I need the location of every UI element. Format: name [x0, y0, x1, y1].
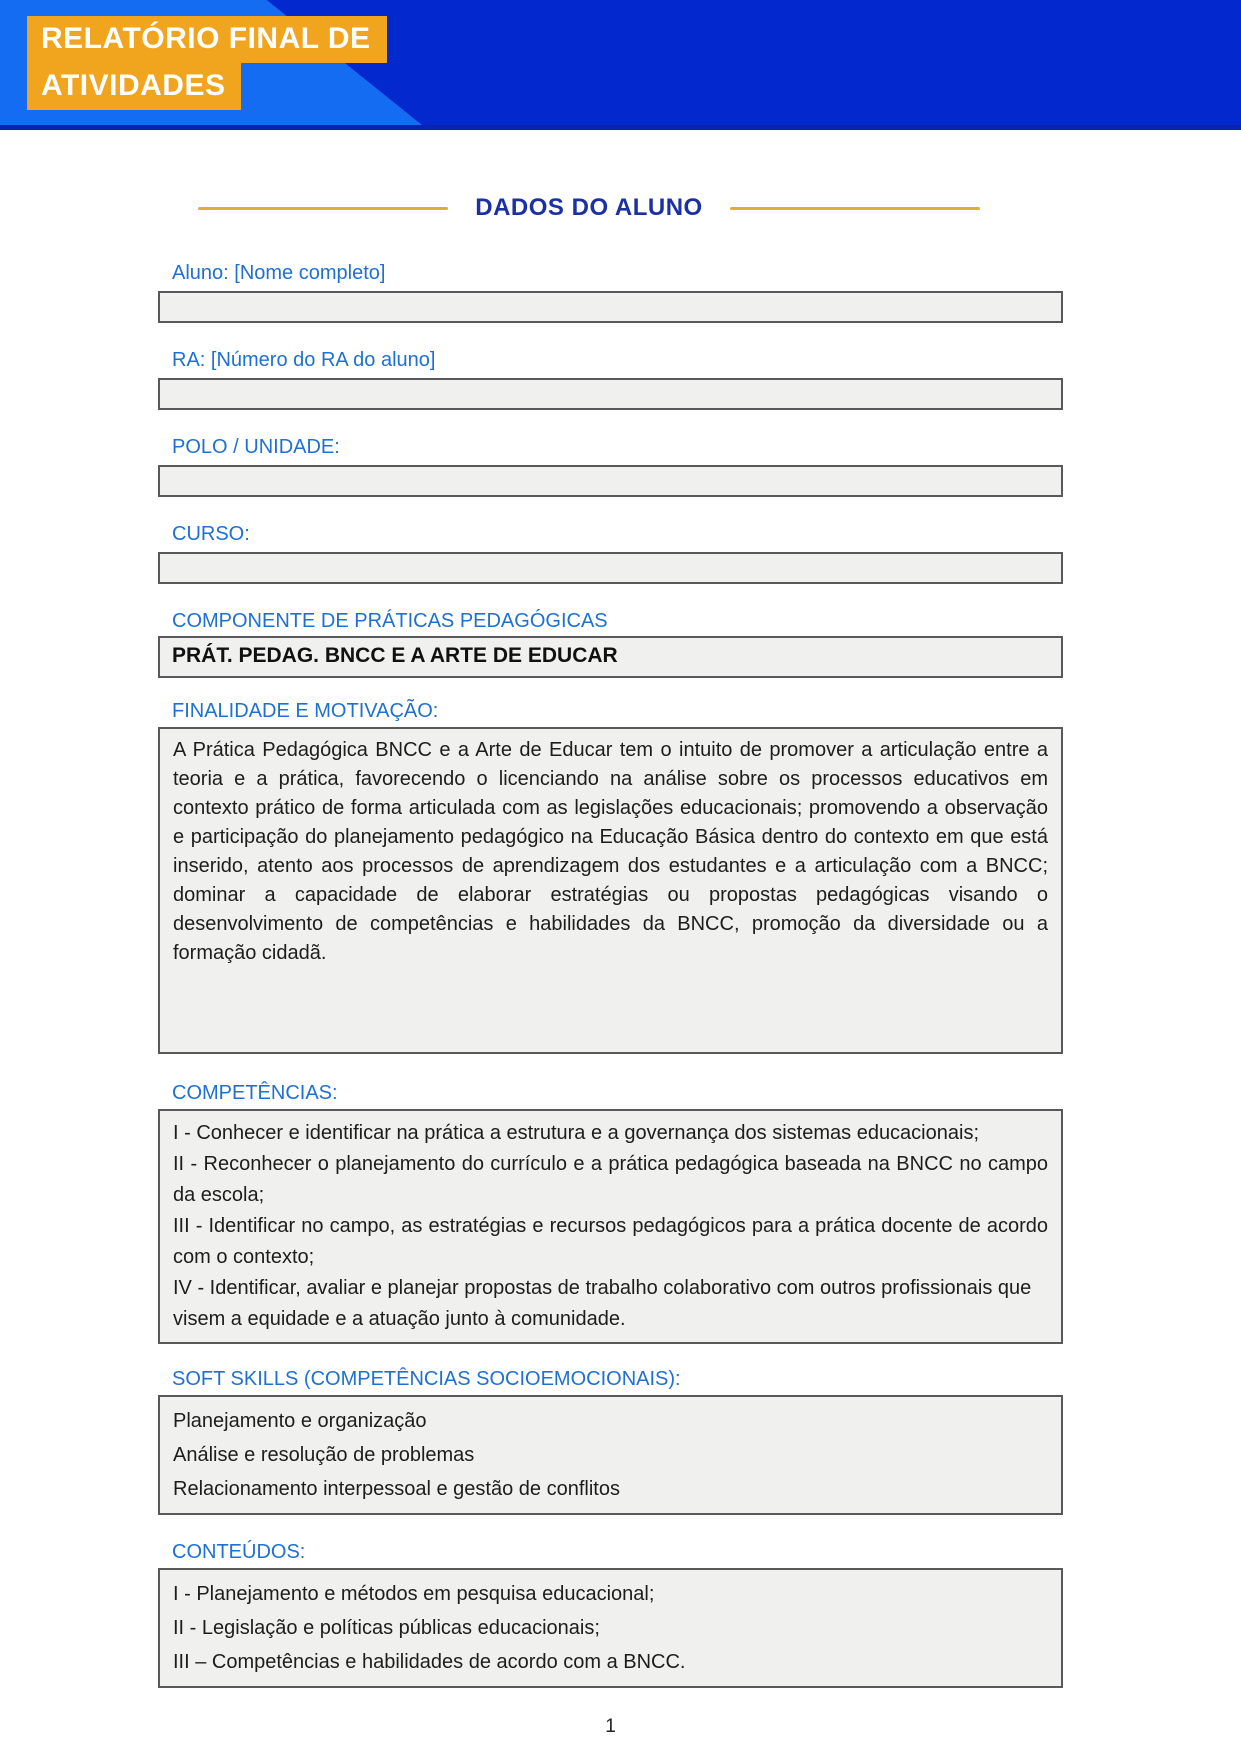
ra-input[interactable] — [158, 378, 1063, 410]
finalidade-label: FINALIDADE E MOTIVAÇÃO: — [172, 700, 439, 722]
page-number: 1 — [605, 1716, 616, 1737]
page-title: DADOS DO ALUNO — [475, 194, 703, 221]
list-item: II - Legislação e políticas públicas educacionais; — [173, 1617, 600, 1639]
list-item: I - Conhecer e identificar na prática a estrutura e a governança dos sistemas educacionais; — [173, 1122, 979, 1144]
aluno-label: Aluno: [Nome completo] — [172, 262, 386, 284]
list-item: Planejamento e organização — [173, 1410, 427, 1432]
list-item: III – Competências e habilidades de acordo com a BNCC. — [173, 1651, 686, 1673]
componente-value: PRÁT. PEDAG. BNCC E A ARTE DE EDUCAR — [158, 636, 1063, 678]
section-componente — [158, 608, 1063, 678]
field-curso — [158, 521, 1063, 584]
report-title-badge — [27, 16, 387, 110]
section-competencias — [158, 1080, 1063, 1344]
competencias-label: COMPETÊNCIAS: — [172, 1082, 338, 1104]
list-item: IV - Identificar, avaliar e planejar propostas de trabalho colaborativo com outros profissionais que visem a equidade e a atuação junto à comunidade. — [173, 1277, 1032, 1330]
list-item: I - Planejamento e métodos em pesquisa educacional; — [173, 1583, 655, 1605]
field-ra — [158, 347, 1063, 410]
badge-line-2: ATIVIDADES — [27, 63, 241, 110]
soft-skills-box — [158, 1395, 1063, 1515]
aluno-input[interactable] — [158, 291, 1063, 323]
field-polo-unidade — [158, 434, 1063, 497]
competencias-box — [158, 1109, 1063, 1344]
conteudos-label: CONTEÚDOS: — [172, 1541, 306, 1563]
list-item: II - Reconhecer o planejamento do currículo e a prática pedagógica baseada na BNCC no campo da escola; — [173, 1153, 1048, 1206]
polo-unidade-label: POLO / UNIDADE: — [172, 436, 340, 458]
componente-label: COMPONENTE DE PRÁTICAS PEDAGÓGICAS — [172, 610, 608, 632]
section-finalidade — [158, 698, 1063, 1054]
field-aluno — [158, 260, 1063, 323]
finalidade-text: A Prática Pedagógica BNCC e a Arte de Educar tem o intuito de promover a articulação entre a teoria e a prática, favorecendo o licenciando na análise sobre os processos educativos em contexto prático de forma articulada com as legislações educacionais; promovendo a observação e participação do planejamento pedagógico na Educação Básica dentro do contexto em que está inserido, atento aos processos de aprendizagem dos estudantes e a articulação com a BNCC; dominar a capacidade de elaborar estratégias ou propostas pedagógicas visando o desenvolvimento de competências e habilidades da BNCC, promoção da diversidade ou a formação cidadã. — [173, 739, 1048, 964]
polo-unidade-input[interactable] — [158, 465, 1063, 497]
page-header — [0, 0, 1241, 130]
list-item: Análise e resolução de problemas — [173, 1444, 475, 1466]
conteudos-box — [158, 1568, 1063, 1688]
title-rule-right — [730, 207, 980, 210]
curso-input[interactable] — [158, 552, 1063, 584]
section-conteudos — [158, 1539, 1063, 1688]
header-bottom-strip — [0, 125, 1241, 130]
curso-label: CURSO: — [172, 523, 250, 545]
section-soft-skills — [158, 1366, 1063, 1515]
soft-skills-label: SOFT SKILLS (COMPETÊNCIAS SOCIOEMOCIONAIS): — [172, 1368, 681, 1390]
ra-label: RA: [Número do RA do aluno] — [172, 349, 436, 371]
section-title-row — [175, 192, 1003, 224]
list-item: III - Identificar no campo, as estratégias e recursos pedagógicos para a prática docente de acordo com o contexto; — [173, 1215, 1048, 1268]
badge-line-1: RELATÓRIO FINAL DE — [27, 16, 387, 63]
list-item: Relacionamento interpessoal e gestão de conflitos — [173, 1478, 620, 1500]
title-rule-left — [198, 207, 448, 210]
finalidade-box — [158, 727, 1063, 1054]
form-content — [158, 192, 1063, 1738]
